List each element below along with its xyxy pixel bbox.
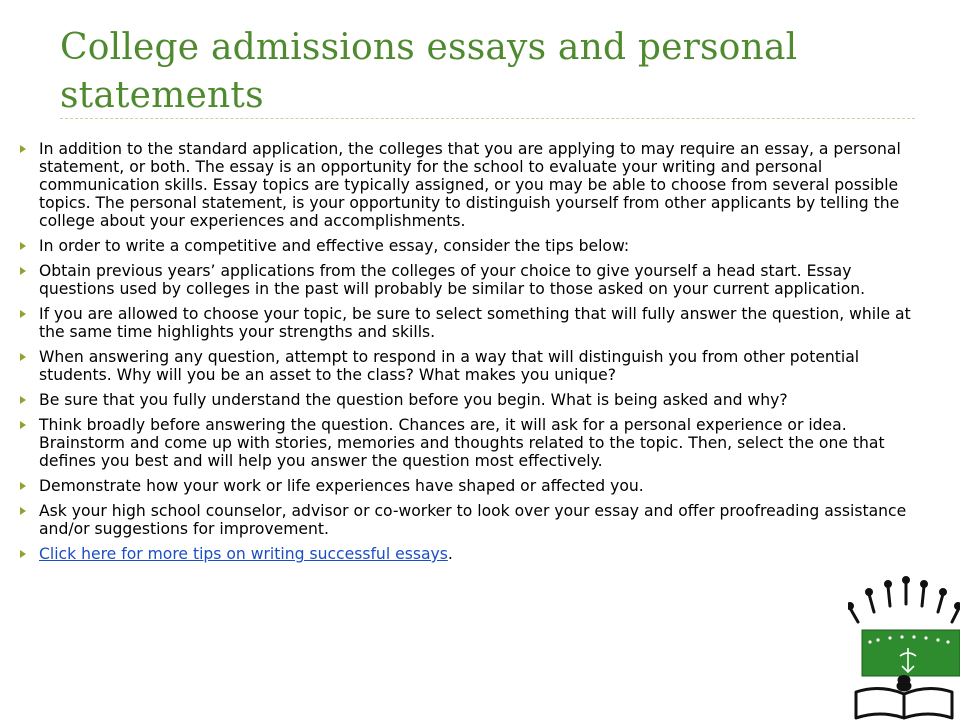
bullet-text: Obtain previous years’ applications from the colleges of your choice to give yourself a head start. Essay questions used by colleges in the past will probably be similar to those asked on your current application. bbox=[39, 262, 866, 298]
bullet-arrow-icon bbox=[20, 145, 26, 153]
title-line-2: statements bbox=[60, 75, 264, 116]
bullet-arrow-icon bbox=[20, 310, 26, 318]
link-suffix: . bbox=[447, 545, 453, 563]
list-item bbox=[20, 140, 920, 230]
bullet-arrow-icon bbox=[20, 482, 26, 490]
bullet-text: Be sure that you fully understand the question before you begin. What is being asked and why? bbox=[39, 391, 788, 409]
list-item bbox=[20, 305, 920, 341]
list-item bbox=[20, 502, 920, 538]
bullet-text: Demonstrate how your work or life experiences have shaped or affected you. bbox=[39, 477, 644, 495]
list-item bbox=[20, 348, 920, 384]
list-item bbox=[20, 416, 920, 470]
page-title bbox=[60, 24, 920, 120]
bullet-text: If you are allowed to choose your topic, be sure to select something that will fully answer the question, while at the same time highlights your strengths and skills. bbox=[39, 305, 911, 341]
bullet-text: In addition to the standard application, the colleges that you are applying to may require an essay, a personal statement, or both. The essay is an opportunity for the school to evaluate your writing and personal communication skills. Essay topics are typically assigned, or you may be able to choose from several possible topics. The personal statement, is your opportunity to distinguish yourself from other applicants by telling the college about your experiences and accomplishments. bbox=[39, 140, 901, 230]
bullet-text: Ask your high school counselor, advisor or co-worker to look over your essay and offer proofreading assistance and/or suggestions for improvement. bbox=[39, 502, 907, 538]
list-item bbox=[20, 237, 920, 255]
emblem-book bbox=[856, 677, 952, 719]
list-item bbox=[20, 262, 920, 298]
bullet-arrow-icon bbox=[20, 421, 26, 429]
school-emblem-icon bbox=[848, 570, 960, 720]
title-line-1: College admissions essays and personal bbox=[60, 27, 798, 68]
bullet-arrow-icon bbox=[20, 396, 26, 404]
bullet-text: In order to write a competitive and effective essay, consider the tips below: bbox=[39, 237, 630, 255]
bullet-text: When answering any question, attempt to respond in a way that will distinguish you from other potential students. Why will you be an asset to the class? What makes you unique? bbox=[39, 348, 860, 384]
list-item bbox=[20, 391, 920, 409]
title-divider bbox=[60, 118, 915, 119]
bullet-arrow-icon bbox=[20, 267, 26, 275]
bullet-list bbox=[20, 140, 920, 570]
bullet-arrow-icon bbox=[20, 507, 26, 515]
bullet-arrow-icon bbox=[20, 242, 26, 250]
list-item-link bbox=[20, 545, 920, 563]
bullet-arrow-icon bbox=[20, 550, 26, 558]
list-item bbox=[20, 477, 920, 495]
more-tips-link[interactable]: Click here for more tips on writing successful essays bbox=[39, 545, 448, 563]
bullet-arrow-icon bbox=[20, 353, 26, 361]
emblem-rays bbox=[848, 578, 960, 623]
bullet-text: Think broadly before answering the question. Chances are, it will ask for a personal experience or idea. Brainstorm and come up with stories, memories and thoughts related to the topic. Then, select the one that defines you best and will help you answer the question most effectively. bbox=[39, 416, 885, 470]
